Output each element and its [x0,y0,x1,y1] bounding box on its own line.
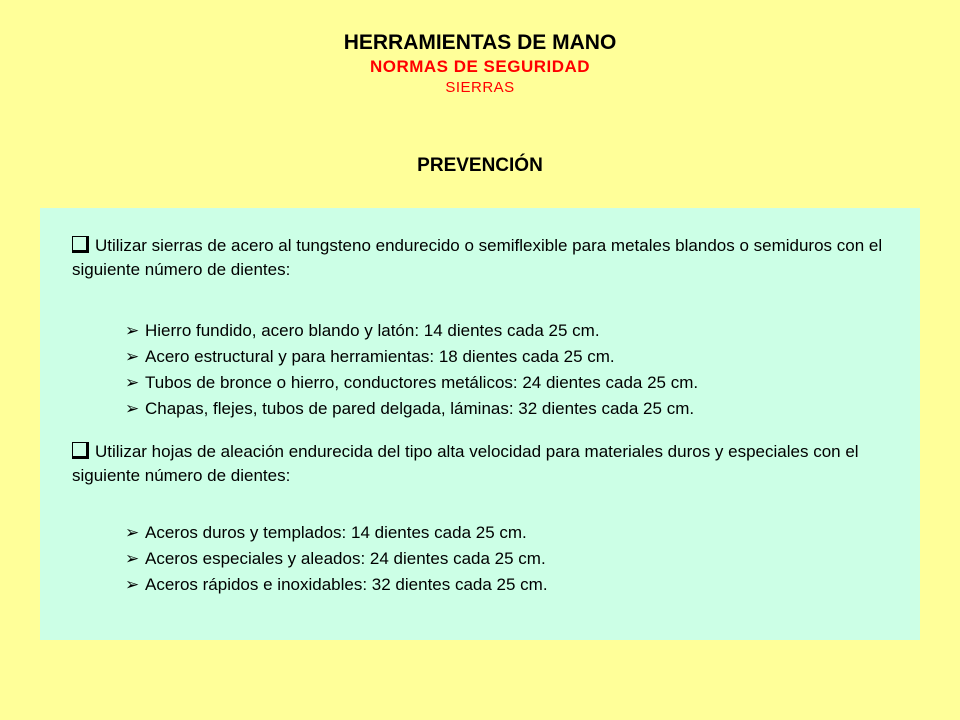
list-item [125,396,885,422]
list-item [125,546,885,572]
header [0,30,960,98]
list-item-text: Hierro fundido, acero blando y latón: 14 dientes cada 25 cm. [145,321,600,340]
list-item [125,572,885,598]
arrow-bullet-icon: ➢ [125,347,140,366]
bullet-item-1 [72,234,887,282]
section-heading: PREVENCIÓN [417,155,543,176]
list-item-text: Acero estructural y para herramientas: 18 dientes cada 25 cm. [145,347,615,366]
list-item-text: Aceros especiales y aleados: 24 dientes cada 25 cm. [145,549,546,568]
sublist-1 [125,318,885,422]
arrow-bullet-icon: ➢ [125,373,140,392]
sublist-2 [125,520,885,598]
checkbox-bullet-icon [72,236,89,253]
list-item-text: Aceros rápidos e inoxidables: 32 dientes cada 25 cm. [145,575,548,594]
page-topic: SIERRAS [445,79,515,96]
bullet-item-1-text: Utilizar sierras de acero al tungsteno endurecido o semiflexible para metales blandos o semiduros con el siguiente número de dientes: [72,236,883,279]
bullet-item-2-text: Utilizar hojas de aleación endurecida del tipo alta velocidad para materiales duros y especiales con el siguiente número de dientes: [72,442,859,485]
arrow-bullet-icon: ➢ [125,549,140,568]
list-item [125,520,885,546]
arrow-bullet-icon: ➢ [125,523,140,542]
list-item [125,370,885,396]
list-item [125,344,885,370]
list-item-text: Tubos de bronce o hierro, conductores metálicos: 24 dientes cada 25 cm. [145,373,699,392]
list-item [125,318,885,344]
page-subtitle: NORMAS DE SEGURIDAD [369,57,591,76]
list-item-text: Chapas, flejes, tubos de pared delgada, láminas: 32 dientes cada 25 cm. [145,399,695,418]
page-title: HERRAMIENTAS DE MANO [343,31,617,54]
checkbox-bullet-icon [72,442,89,459]
arrow-bullet-icon: ➢ [125,575,140,594]
arrow-bullet-icon: ➢ [125,321,140,340]
list-item-text: Aceros duros y templados: 14 dientes cada 25 cm. [145,523,527,542]
arrow-bullet-icon: ➢ [125,399,140,418]
content-panel [40,208,920,640]
bullet-item-2 [72,440,887,488]
